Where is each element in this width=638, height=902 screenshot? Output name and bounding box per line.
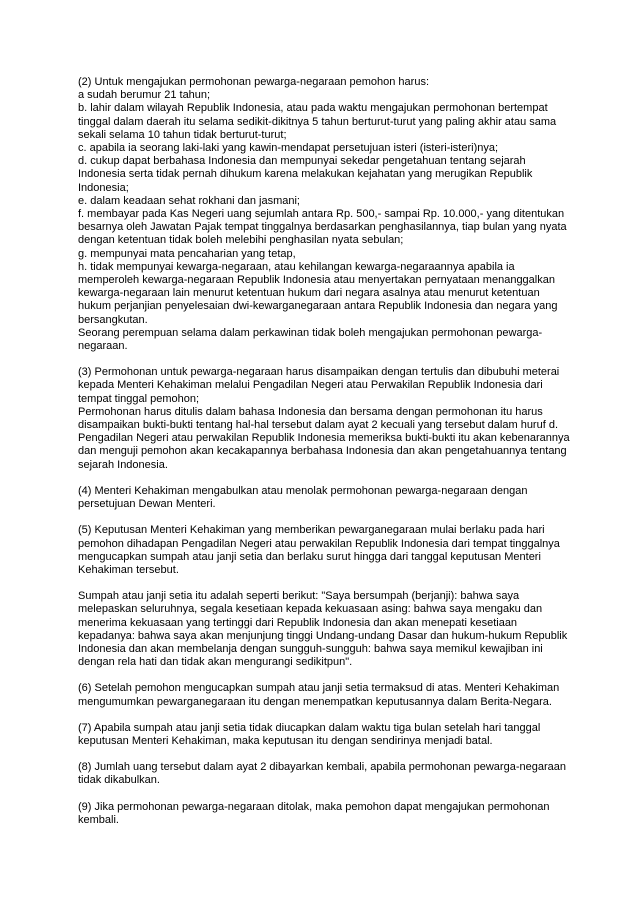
text-line: (4) Menteri Kehakiman mengabulkan atau menolak permohonan pewarga-negaraan dengan	[78, 484, 528, 497]
text-line: sejarah Indonesia.	[78, 458, 168, 471]
paragraph-sumpah	[78, 590, 568, 669]
paragraph-ayat-2	[78, 76, 567, 353]
text-line: kewarga-negaraan lain menurut ketentuan hukum dari negara asalnya atau menurut ketentuan	[78, 287, 540, 300]
paragraph-ayat-9	[78, 801, 558, 827]
paragraph-ayat-8	[78, 761, 566, 787]
paragraph-ayat-4	[78, 485, 558, 511]
text-line: besarnya oleh Jawatan Pajak tempat tinggalnya berdasarkan penghasilannya, tiap bulan yang nyata	[78, 221, 567, 234]
paragraph-ayat-6	[78, 682, 558, 708]
text-line: mengumumkan pewarganegaraan itu dengan menempatkan keputusannya dalam Berita-Negara.	[78, 695, 552, 708]
text-line: Seorang perempuan selama dalam perkawinan tidak boleh mengajukan permohonan pewarga-	[78, 326, 543, 339]
text-line: tidak dikabulkan.	[78, 774, 160, 787]
text-line: melepaskan seluruhnya, segala kesetiaan kepada kekuasaan asing: bahwa saya mengaku dan	[78, 603, 543, 616]
text-line: f. membayar pada Kas Negeri uang sejumlah antara Rp. 500,- sampai Rp. 10.000,- yang ditentukan	[78, 208, 565, 221]
text-line: c. apabila ia seorang laki-laki yang kawin-mendapat persetujuan isteri (isteri-isteri)nya;	[78, 142, 499, 155]
text-line: menerima kekuasaan yang tertinggi dari Republik Indonesia dan akan menepati kesetiaan	[78, 616, 518, 629]
text-line: d. cukup dapat berbahasa Indonesia dan mempunyai sekedar pengetahuan tentang sejarah	[78, 155, 526, 168]
text-line: (2) Untuk mengajukan permohonan pewarga-negaraan pemohon harus:	[78, 76, 430, 88]
text-line: b. lahir dalam wilayah Republik Indonesia, atau pada waktu mengajukan permohonan bertempat	[78, 102, 548, 115]
text-line: sekali selama 10 tahun tidak berturut-turut;	[78, 128, 287, 141]
text-line: Indonesia;	[78, 181, 129, 194]
text-line: a sudah berumur 21 tahun;	[78, 89, 211, 102]
text-line: Indonesia dan akan membelanja dengan sungguh-sungguh: bahwa saya memikul kewajiban ini	[78, 642, 543, 655]
text-line: keputusan Menteri Kehakiman, maka keputusan itu dengan sendirinya menjadi batal.	[78, 734, 493, 747]
text-line: (6) Setelah pemohon mengucapkan sumpah atau janji setia termaksud di atas. Menteri Kehakiman	[78, 682, 560, 695]
text-line: tempat tinggal pemohon;	[78, 392, 200, 405]
text-line: disampaikan bukti-bukti tentang hal-hal tersebut dalam ayat 2 kecuali yang tersebut dalam huruf d.	[78, 419, 559, 432]
text-line: (5) Keputusan Menteri Kehakiman yang memberikan pewarganegaraan mulai berlaku pada hari	[78, 524, 545, 537]
text-line: (8) Jumlah uang tersebut dalam ayat 2 dibayarkan kembali, apabila permohonan pewarga-negaraan	[78, 761, 566, 774]
paragraph-ayat-7	[78, 722, 558, 748]
text-line: Kehakiman tersebut.	[78, 563, 179, 576]
document-page	[78, 76, 570, 840]
text-line: pemohon dihadapan Pengadilan Negeri atau perwakilan Republik Indonesia dari tempat tinggalnya	[78, 537, 560, 550]
text-line: Sumpah atau janji setia itu adalah seperti berikut: "Saya bersumpah (berjanji): bahwa saya	[78, 590, 520, 603]
text-line: g. mempunyai mata pencaharian yang tetap,	[78, 247, 296, 260]
text-line: Permohonan harus ditulis dalam bahasa Indonesia dan bersama dengan permohonan itu harus	[78, 405, 543, 418]
text-line: hukum perjanjian penyelesaian dwi-kewarganegaraan antara Republik Indonesia dan negara yang	[78, 300, 558, 313]
text-line: memperoleh kewarga-negaraan Republik Indonesia atau menyertakan pernyataan menanggalkan	[78, 274, 555, 287]
paragraph-ayat-5	[78, 524, 558, 577]
text-line: kepadanya: bahwa saya akan menjunjung tinggi Undang-undang Dasar dan hukum-hukum Republik	[78, 629, 568, 642]
text-line: bersangkutan.	[78, 313, 148, 326]
text-line: kepada Menteri Kehakiman melalui Pengadilan Negeri atau Perwakilan Republik Indonesia dari	[78, 379, 543, 392]
text-line: (9) Jika permohonan pewarga-negaraan ditolak, maka pemohon dapat mengajukan permohonan	[78, 800, 550, 813]
text-line: (3) Permohonan untuk pewarga-negaraan harus disampaikan dengan tertulis dan dibubuhi meterai	[78, 366, 560, 379]
text-line: dan menguji pemohon akan kecakapannya berbahasa Indonesia dan akan pengetahuannya tentang	[78, 445, 567, 458]
text-line: Indonesia serta tidak pernah dihukum karena melakukan kejahatan yang merugikan Republik	[78, 168, 533, 181]
text-line: e. dalam keadaan sehat rokhani dan jasmani;	[78, 194, 300, 207]
text-line: mengucapkan sumpah atau janji setia dan berlaku surut hingga dari tanggal keputusan Menteri	[78, 550, 541, 563]
text-line: Pengadilan Negeri atau perwakilan Republik Indonesia memeriksa bukti-bukti itu akan kebenarannya	[78, 432, 570, 445]
text-line: negaraan.	[78, 340, 128, 353]
text-line: (7) Apabila sumpah atau janji setia tidak diucapkan dalam waktu tiga bulan setelah hari tanggal	[78, 721, 541, 734]
text-line: dengan rela hati dan tidak akan mengurangi sedikitpun".	[78, 656, 353, 669]
text-line: dengan ketentuan tidak boleh melebihi penghasilan nyata sebulan;	[78, 234, 404, 247]
paragraph-ayat-3	[78, 366, 570, 472]
text-line: tinggal dalam daerah itu selama sedikit-dikitnya 5 tahun berturut-turut yang paling akhir atau sama	[78, 115, 557, 128]
text-line: kembali.	[78, 813, 119, 826]
text-line: persetujuan Dewan Menteri.	[78, 498, 216, 511]
text-line: h. tidak mempunyai kewarga-negaraan, atau kehilangan kewarga-negaraannya apabila ia	[78, 260, 515, 273]
